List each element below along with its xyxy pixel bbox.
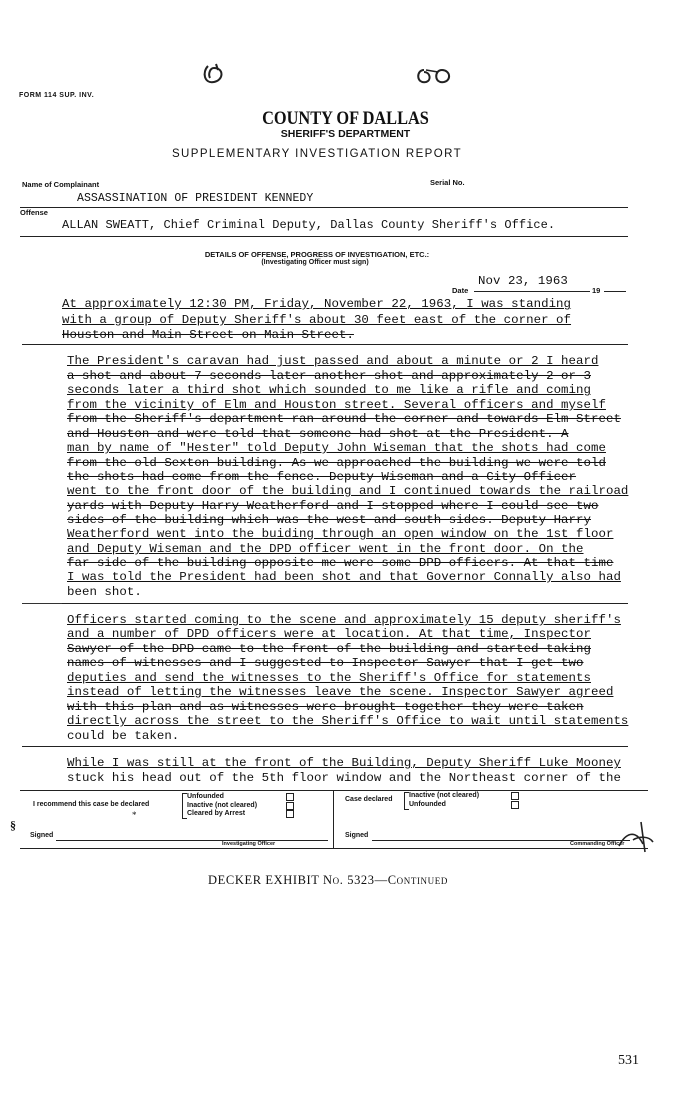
offense-label: Offense — [20, 208, 48, 217]
signed-label-right: Signed — [345, 832, 369, 839]
checkbox-case-inactive[interactable] — [511, 792, 519, 800]
investigating-officer-caption: Investigating Officer — [222, 841, 276, 847]
body-line-18: far side of the building opposite me were some DPD officers. At that time — [67, 556, 614, 570]
body-rule-d — [22, 603, 62, 604]
county-title: COUNTY OF DALLAS — [262, 108, 429, 129]
handwritten-signature — [615, 816, 655, 856]
body-line-30: While I was still at the front of the Building, Deputy Sheriff Luke Mooney — [67, 756, 621, 770]
recommend-option-inactive: Inactive (not cleared) — [187, 801, 258, 809]
checkbox-unfounded[interactable] — [286, 793, 294, 801]
body-line-5: a shot and about 7 seconds later another shot and approximately 2 or 3 — [67, 369, 591, 383]
footer-bottom-rule — [20, 848, 648, 849]
date-rule — [474, 291, 590, 292]
margin-scribble: § — [10, 818, 16, 832]
body-line-25: deputies and send the witnesses to the Sheriff's Office for statements — [67, 671, 591, 685]
body-line-19: I was told the President had been shot and that Governor Connally also had — [67, 570, 621, 584]
recommend-checkboxes — [286, 793, 294, 819]
complainant-label: Name of Complainant — [22, 180, 100, 189]
offense-value: ALLAN SWEATT, Chief Criminal Deputy, Dallas County Sheriff's Office. — [62, 218, 556, 232]
page-number: 531 — [618, 1053, 639, 1068]
body-line-15: sides of the building which was the west and south sides. Deputy Harry — [67, 513, 591, 527]
signed-label-left: Signed — [30, 832, 54, 839]
handwritten-mark-left — [198, 60, 238, 90]
handwritten-mark-right — [412, 62, 462, 88]
form-number: FORM 114 SUP. INV. — [19, 92, 95, 99]
footer-top-rule — [20, 790, 648, 791]
body-rule-b — [22, 603, 628, 604]
date-value: Nov 23, 1963 — [478, 274, 568, 288]
signed-line-left — [56, 840, 328, 841]
complainant-value: ASSASSINATION OF PRESIDENT KENNEDY — [77, 192, 314, 205]
body-line-10: man by name of "Hester" told Deputy John Wiseman that the shots had come — [67, 441, 606, 455]
body-line-8: from the Sheriff's department ran around the corner and towards Elm Street — [67, 412, 621, 426]
body-line-4: The President's caravan had just passed and about a minute or 2 I heard — [67, 354, 599, 368]
body-line-28: directly across the street to the Sheriff's Office to wait until statements — [67, 714, 629, 728]
body-line-3: Houston and Main Street on Main Street. — [62, 328, 354, 342]
department-title: SHERIFF'S DEPARTMENT — [280, 128, 411, 140]
body-line-22: and a number of DPD officers were at location. At that time, Inspector — [67, 627, 591, 641]
body-line-20: been shot. — [67, 585, 142, 599]
body-line-2: with a group of Deputy Sheriff's about 30 feet east of the corner of — [62, 313, 572, 327]
date-suffix: 19 — [592, 286, 601, 295]
complainant-rule — [20, 207, 628, 208]
case-option-unfounded: Unfounded — [409, 800, 446, 808]
case-options — [409, 792, 479, 809]
body-line-29: could be taken. — [67, 729, 180, 743]
recommend-options — [187, 793, 257, 819]
body-line-26: instead of letting the witnesses leave the scene. Inspector Sawyer agreed — [67, 685, 614, 699]
date-suffix-rule — [604, 291, 626, 292]
case-checkboxes — [511, 792, 519, 809]
body-line-12: the shots had come from the fence. Deputy Wiseman and a City Officer — [67, 470, 577, 484]
footer-divider — [333, 790, 334, 848]
offense-rule — [20, 236, 628, 237]
recommend-option-cleared: Cleared by Arrest — [187, 810, 246, 817]
body-line-14: yards with Deputy Harry Weatherford and I stopped where I could see two — [67, 499, 599, 513]
body-line-24: names of witnesses and I suggested to Inspector Sawyer that I get two — [67, 656, 584, 670]
checkbox-case-unfounded[interactable] — [511, 801, 519, 809]
small-asterisk-mark: * — [132, 810, 137, 820]
body-line-11: from the old Sexton building. As we approached the building we were told — [67, 456, 606, 470]
recommend-label: I recommend this case be declared — [33, 801, 150, 808]
commanding-officer-caption: Commanding Officer — [570, 841, 625, 847]
details-sub: (Investigating Officer must sign) — [261, 259, 369, 266]
checkbox-cleared-by-arrest[interactable] — [286, 810, 294, 818]
body-rule-c — [22, 746, 628, 747]
body-line-16: Weatherford went into the buiding through an open window on the 1st floor — [67, 527, 614, 541]
case-declared-label: Case declared — [345, 796, 393, 803]
body-line-27: with this plan and as witnesses were brought together they were taken — [67, 700, 584, 714]
body-line-6: seconds later a third shot which sounded to me like a rifle and coming — [67, 383, 591, 397]
details-label: DETAILS OF OFFENSE, PROGRESS OF INVESTIGATION, ETC.: — [204, 250, 430, 259]
body-line-13: went to the front door of the building and I continued towards the railroad — [67, 484, 629, 498]
body-line-9: and Houston and were told that someone had shot at the President. A — [67, 427, 569, 441]
body-line-17: and Deputy Wiseman and the DPD officer went in the front door. On the — [67, 542, 584, 556]
body-line-1: At approximately 12:30 PM, Friday, November 22, 1963, I was standing — [62, 297, 572, 311]
body-line-7: from the vicinity of Elm and Houston street. Several officers and myself — [67, 398, 606, 412]
body-line-31: stuck his head out of the 5th floor window and the Northeast corner of the — [67, 771, 621, 785]
date-label: Date — [452, 286, 469, 295]
body-line-21: Officers started coming to the scene and approximately 15 deputy sheriff's — [67, 613, 621, 627]
checkbox-inactive[interactable] — [286, 802, 294, 810]
serial-label: Serial No. — [430, 178, 465, 187]
body-rule-a — [22, 344, 628, 345]
exhibit-caption: DECKER EXHIBIT No. 5323—Continued — [208, 873, 448, 887]
report-title: SUPPLEMENTARY INVESTIGATION REPORT — [171, 148, 462, 160]
body-line-23: Sawyer of the DPD came to the front of the building and started taking — [67, 642, 591, 656]
case-option-inactive: Inactive (not cleared) — [409, 792, 480, 799]
recommend-option-unfounded: Unfounded — [187, 793, 224, 800]
